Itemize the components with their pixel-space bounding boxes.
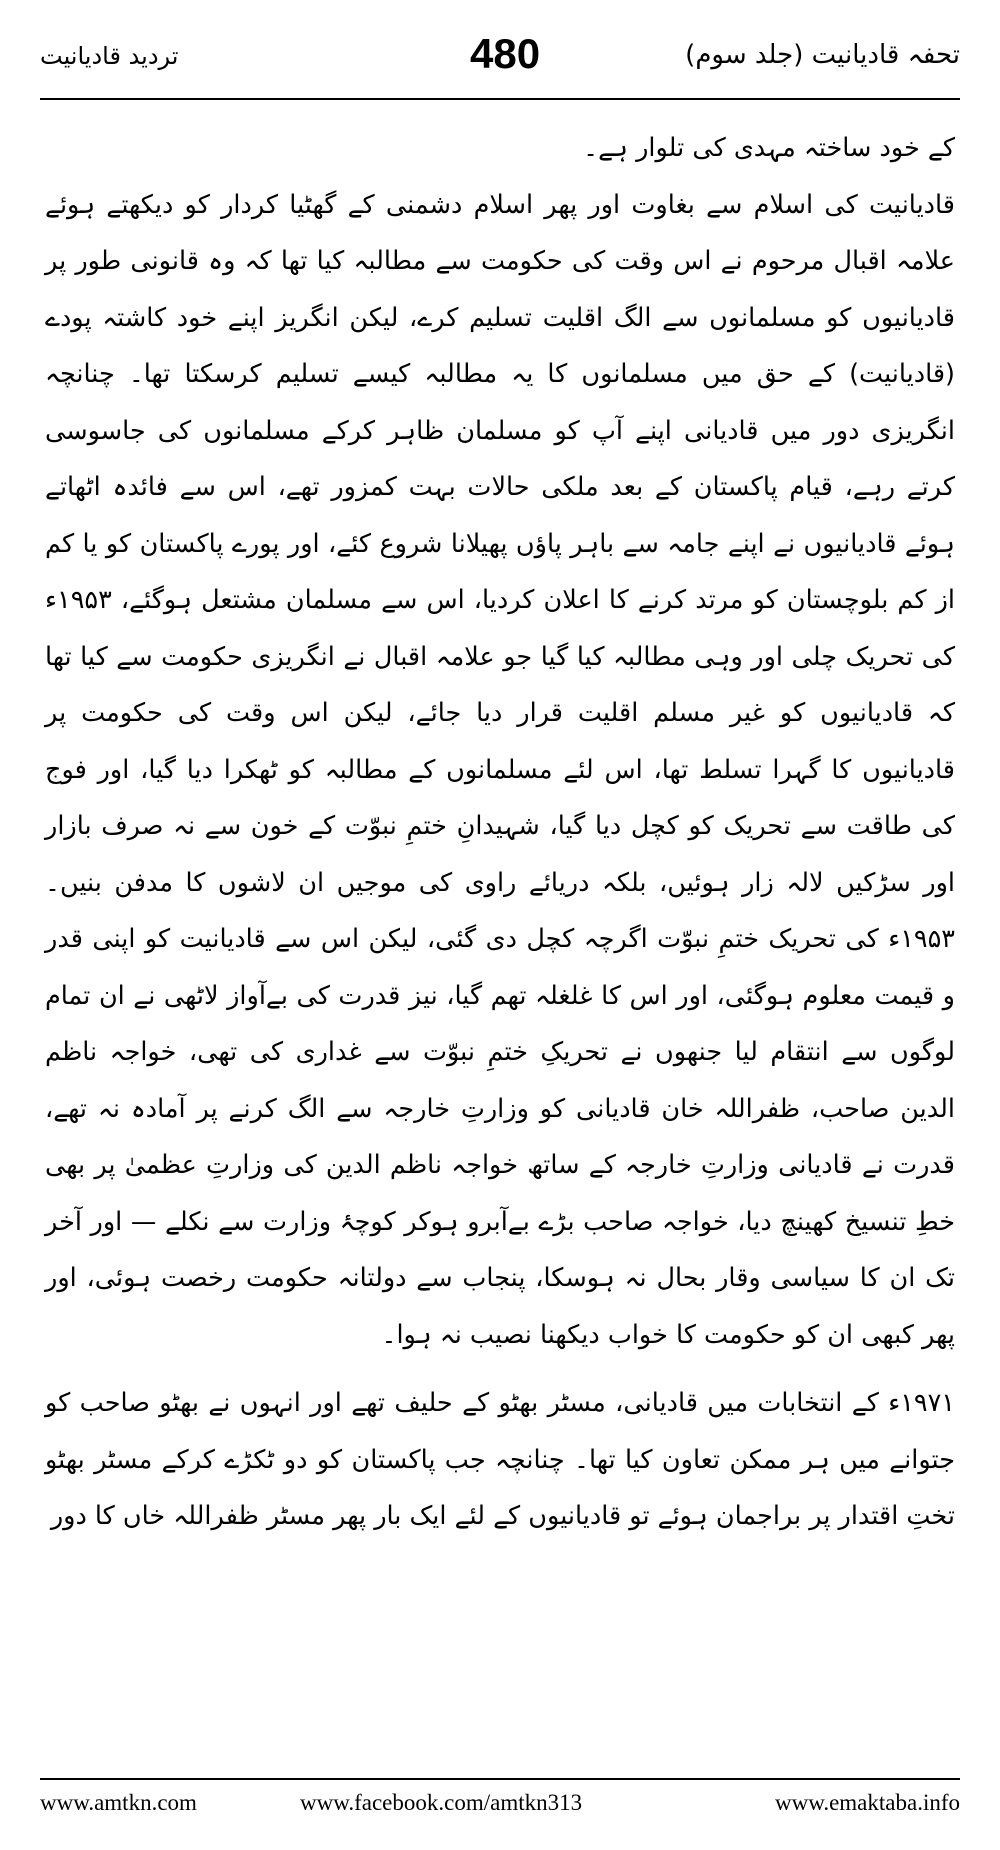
paragraph-1: کے خود ساختہ مہدی کی تلوار ہے۔	[583, 133, 955, 163]
section-title: تردید قادیانیت	[40, 42, 179, 70]
footer-link-amtkn[interactable]: www.amtkn.com	[40, 1790, 197, 1815]
page-header	[40, 30, 960, 90]
paragraph-3: ۱۹۷۱ء کے انتخابات میں قادیانی، مسٹر بھٹو کے حلیف تھے اور انہوں نے بھٹو صاحب کو جتوانے میں ہر ممکن تعاون کیا تھا۔ چنانچہ جب پاکستان کو دو ٹکڑے کرکے مسٹر بھٹو تختِ اقتدار پر براجمان ہوئے تو قادیانیوں کے لئے ایک بار پھر مسٹر ظفراللہ خاں کا دور	[45, 1388, 955, 1531]
paragraph-2: قادیانیت کی اسلام سے بغاوت اور پھر اسلام دشمنی کے گھٹیا کردار کو دیکھتے ہوئے علامہ اقبال مرحوم نے اس وقت کی حکومت سے مطالبہ کیا تھا کہ وہ قانونی طور پر قادیانیوں کو مسلمانوں سے الگ اقلیت تسلیم کرے، لیکن انگریز اپنے خود کاشتہ پودے (قادیانیت) کے حق میں مسلمانوں کا یہ مطالبہ کیسے تسلیم کرسکتا تھا۔ چنانچہ انگریزی دور میں قادیانی اپنے آپ کو مسلمان ظاہر کرکے مسلمانوں کی جاسوسی کرتے رہے، قیام پاکستان کے بعد ملکی حالات بہت کمزور تھے، اس سے فائدہ اٹھاتے ہوئے قادیانیوں نے اپنے جامہ سے باہر پاؤں پھیلانا شروع کئے، اور پورے پاکستان کو یا کم از کم بلوچستان کو مرتد کرنے کا اعلان کردیا، اس سے مسلمان مشتعل ہوگئے، ۱۹۵۳ء کی تحریک چلی اور وہی مطالبہ کیا گیا جو علامہ اقبال نے انگریزی حکومت سے کیا تھا کہ قادیانیوں کو غیر مسلم اقلیت قرار دیا جائے، لیکن اس وقت کی حکومت پر قادیانیوں کا گہرا تسلط تھا، اس لئے مسلمانوں کے مطالبہ کو ٹھکرا دیا گیا، اور فوج کی طاقت سے تحریک کو کچل دیا گیا، شہیدانِ ختمِ نبوّت کے خون سے نہ صرف بازار اور سڑکیں لالہ زار ہوئیں، بلکہ دریائے راوی کی موجیں ان لاشوں کا مدفن بنیں۔ ۱۹۵۳ء کی تحریک ختمِ نبوّت اگرچہ کچل دی گئی، لیکن اس سے قادیانیت کو اپنی قدر و قیمت معلوم ہوگئی، اور اس کا غلغلہ تھم گیا، نیز قدرت کی بےآواز لاٹھی نے ان تمام لوگوں سے انتقام لیا جنھوں نے تحریکِ ختمِ نبوّت سے غداری کی تھی، خواجہ ناظم الدین صاحب، ظفراللہ خان قادیانی کو وزارتِ خارجہ سے الگ کرنے پر آمادہ نہ تھے، قدرت نے قادیانی وزارتِ خارجہ کے ساتھ خواجہ ناظم الدین کی وزارتِ عظمیٰ پر بھی خطِ تنسیخ کھینچ دیا، خواجہ صاحب بڑے بےآبرو ہوکر کوچۂ وزارت سے نکلے — اور آخر تک ان کا سیاسی وقار بحال نہ ہوسکا، پنجاب سے دولتانہ حکومت رخصت ہوئی، اور پھر کبھی ان کو حکومت کا خواب دیکھنا نصیب نہ ہوا۔	[45, 189, 955, 1350]
header-divider	[40, 98, 960, 100]
footer-link-emaktaba[interactable]: www.emaktaba.info	[775, 1790, 960, 1815]
page-body	[45, 120, 955, 1705]
book-title: تحفہ قادیانیت (جلد سوم)	[685, 40, 960, 70]
footer-divider	[40, 1778, 960, 1780]
page-number: 480	[470, 30, 541, 77]
page-footer	[40, 1790, 960, 1820]
footer-link-facebook[interactable]: www.facebook.com/amtkn313	[300, 1790, 583, 1815]
